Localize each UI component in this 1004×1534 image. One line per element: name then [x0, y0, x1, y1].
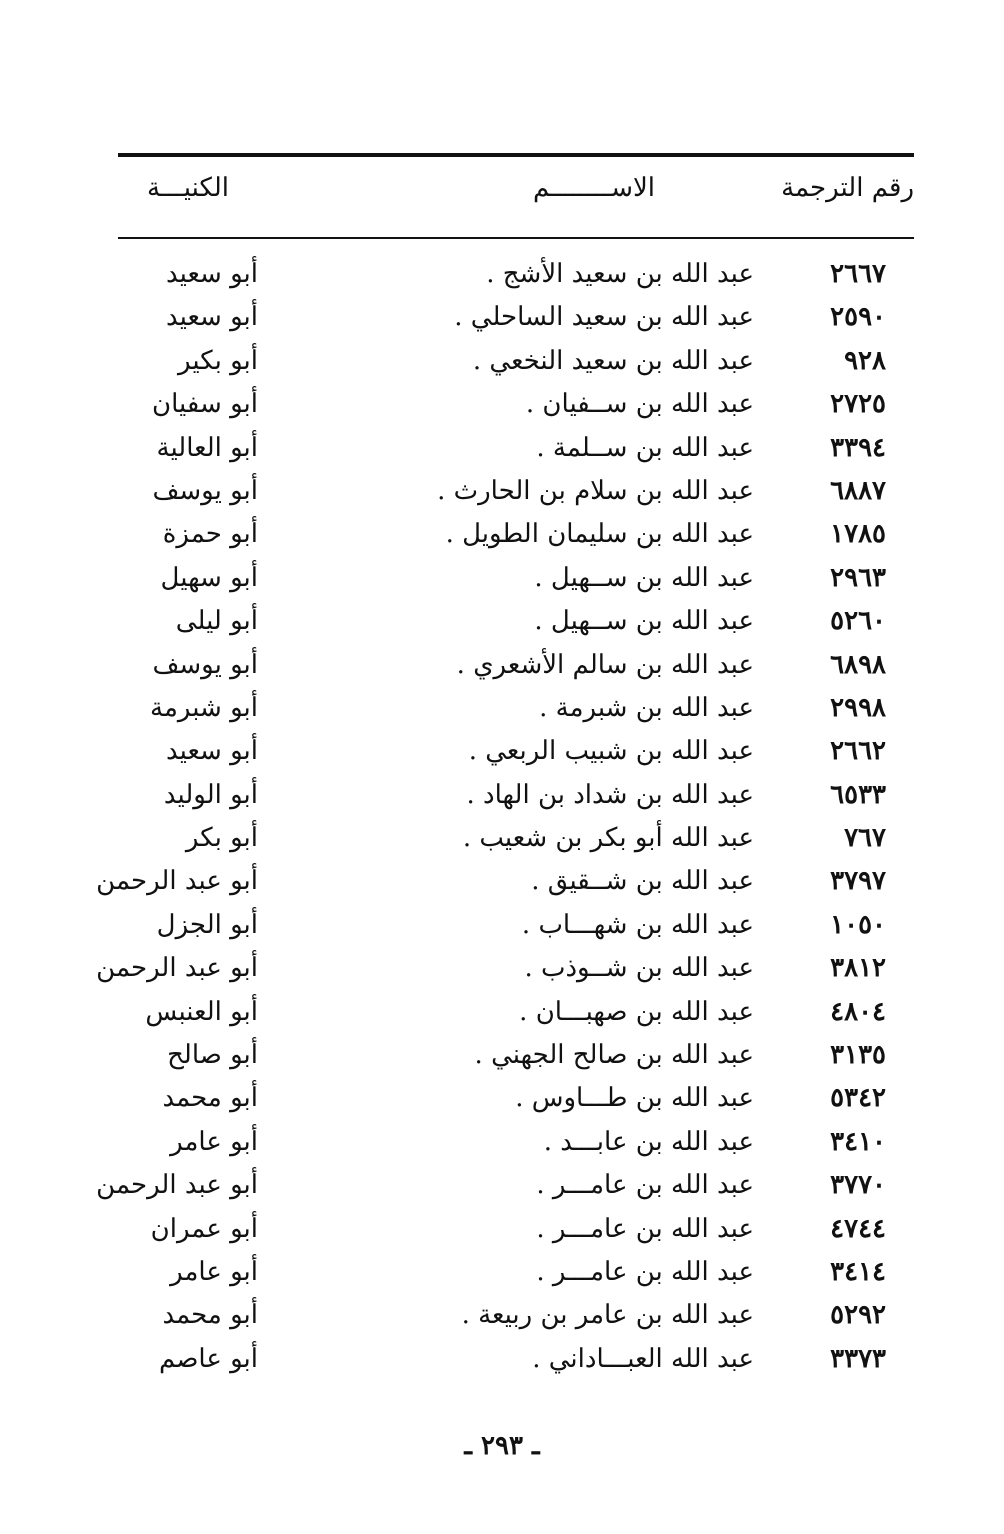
entry-kunya: أبو يوسف	[152, 475, 258, 506]
entry-name: عبد الله بن سعيد النخعي .	[472, 345, 754, 376]
table-row	[118, 774, 914, 817]
table-row	[118, 687, 914, 730]
entry-name: عبد الله بن سلام بن الحارث .	[437, 475, 754, 506]
entry-number: ٣٣٩٤	[830, 432, 886, 463]
entry-kunya: أبو يوسف	[152, 649, 258, 680]
entry-number: ٣٤١٠	[830, 1126, 886, 1157]
entry-kunya: أبو محمد	[162, 1083, 258, 1114]
entry-number: ٢٧٢٥	[830, 389, 886, 420]
entry-kunya: أبو العنبس	[145, 996, 258, 1027]
entry-number: ٦٨٨٧	[830, 475, 886, 506]
table-row	[118, 1077, 914, 1120]
entry-name: عبد الله بن طـــاوس .	[515, 1083, 754, 1114]
entry-number: ١٠٥٠	[830, 909, 886, 940]
header-entry-number: رقم الترجمة	[781, 173, 914, 203]
entry-kunya: أبو حمزة	[162, 519, 258, 550]
table-row	[118, 1294, 914, 1337]
entry-name: عبد الله بن شــوذب .	[524, 953, 754, 984]
entry-kunya: أبو سعيد	[166, 259, 258, 289]
entry-number: ٥٢٩٢	[830, 1300, 886, 1331]
entry-number: ٣٨١٢	[830, 953, 886, 984]
entry-number: ٥٢٦٠	[830, 606, 886, 637]
entry-number: ٣٧٩٧	[830, 866, 886, 897]
table-row	[118, 383, 914, 426]
entry-name: عبد الله بن صهبـــان .	[519, 996, 754, 1027]
entry-kunya: أبو عاصم	[159, 1343, 258, 1374]
table-row	[118, 1034, 914, 1077]
entry-name: عبد الله بن سليمان الطويل .	[445, 519, 754, 550]
entry-name: عبد الله بن شهـــاب .	[521, 909, 754, 940]
entry-number: ٩٢٨	[844, 345, 886, 376]
entry-name: عبد الله بن سعيد الأشج .	[486, 259, 754, 289]
table-row	[118, 296, 914, 339]
entry-number: ٣٧٧٠	[830, 1170, 886, 1201]
header-kunya: الكنيـــة	[147, 173, 229, 203]
entry-kunya: أبو عمران	[150, 1213, 258, 1244]
table-row	[118, 1121, 914, 1164]
entry-name: عبد الله بن عامر بن ربيعة .	[461, 1300, 754, 1331]
entry-name: عبد الله بن شــقيق .	[531, 866, 754, 897]
entry-kunya: أبو شبرمة	[150, 692, 258, 723]
entry-kunya: أبو الجزل	[156, 909, 258, 940]
entry-kunya: أبو عبد الرحمن	[96, 953, 258, 984]
entry-kunya: أبو محمد	[162, 1300, 258, 1331]
entry-kunya: أبو العالية	[156, 432, 258, 463]
entry-kunya: أبو ليلى	[175, 606, 258, 637]
entry-name: عبد الله بن عامـــر .	[536, 1170, 754, 1201]
entry-name: عبد الله بن شبيب الربعي .	[468, 736, 754, 767]
table-row	[96, 1164, 914, 1207]
table-row	[118, 600, 914, 643]
entry-number: ٥٣٤٢	[830, 1083, 886, 1114]
entry-name: عبد الله بن ســهيل .	[534, 606, 754, 637]
entry-name: عبد الله بن شبرمة .	[539, 692, 754, 723]
entry-name: عبد الله بن ســفيان .	[525, 389, 754, 420]
table-row	[118, 1338, 914, 1381]
entry-number: ٤٨٠٤	[830, 996, 886, 1027]
page-number: ـ ٢٩٣ ـ	[464, 1431, 540, 1461]
entry-kunya: أبو بكر	[185, 823, 258, 854]
entry-number: ٣١٣٥	[830, 1040, 886, 1071]
table-row	[96, 860, 914, 903]
table-row	[118, 730, 914, 773]
entry-number: ٣٣٧٣	[830, 1343, 886, 1374]
entry-kunya: أبو عامر	[170, 1126, 258, 1157]
table-row	[118, 817, 914, 860]
header-rule	[118, 237, 914, 239]
entry-name: عبد الله بن صالح الجهني .	[474, 1040, 754, 1071]
entry-kunya: أبو سفيان	[152, 389, 258, 420]
table-row	[118, 427, 914, 470]
entry-name: عبد الله بن عابـــد .	[543, 1126, 754, 1157]
table-row	[118, 253, 914, 296]
entry-kunya: أبو عامر	[170, 1256, 258, 1287]
entry-kunya: أبو بكير	[178, 345, 258, 376]
entry-number: ٢٩٦٣	[830, 562, 886, 593]
entry-name: عبد الله بن عامـــر .	[536, 1213, 754, 1244]
entry-name: عبد الله العبـــاداني .	[532, 1343, 754, 1374]
entry-kunya: أبو عبد الرحمن	[96, 866, 258, 897]
entry-name: عبد الله بن ســلمة .	[536, 432, 754, 463]
entry-name: عبد الله بن سالم الأشعري .	[456, 649, 754, 680]
entry-number: ٦٥٣٣	[830, 779, 886, 810]
entry-number: ٢٩٩٨	[830, 692, 886, 723]
entries-table	[96, 253, 914, 1381]
entry-name: عبد الله بن ســهيل .	[534, 562, 754, 593]
table-row	[118, 644, 914, 687]
table-row	[118, 991, 914, 1034]
table-row	[118, 557, 914, 600]
entry-kunya: أبو الوليد	[163, 779, 258, 810]
entry-number: ٢٦٦٧	[830, 259, 886, 289]
top-rule	[118, 153, 914, 157]
entry-name: عبد الله بن سعيد الساحلي .	[454, 302, 754, 333]
table-row	[118, 1251, 914, 1294]
table-row	[118, 513, 914, 556]
entry-number: ١٧٨٥	[830, 519, 886, 550]
entry-number: ٣٤١٤	[830, 1256, 886, 1287]
table-header	[118, 168, 914, 218]
entry-kunya: أبو صالح	[167, 1040, 258, 1071]
entry-name: عبد الله بن شداد بن الهاد .	[466, 779, 754, 810]
entry-number: ٢٦٦٢	[830, 736, 886, 767]
entry-number: ٧٦٧	[844, 823, 886, 854]
table-row	[118, 470, 914, 513]
header-name: الاســــــــم	[532, 173, 656, 203]
entry-kunya: أبو عبد الرحمن	[96, 1170, 258, 1201]
entry-number: ٢٥٩٠	[830, 302, 886, 333]
entry-kunya: أبو سعيد	[166, 302, 258, 333]
entry-name: عبد الله أبو بكر بن شعيب .	[462, 823, 754, 854]
entry-number: ٦٨٩٨	[830, 649, 886, 680]
table-row	[118, 904, 914, 947]
entry-name: عبد الله بن عامـــر .	[536, 1256, 754, 1287]
entry-number: ٤٧٤٤	[830, 1213, 886, 1244]
table-row	[118, 340, 914, 383]
table-row	[96, 947, 914, 990]
table-row	[118, 1208, 914, 1251]
entry-kunya: أبو سهيل	[160, 562, 258, 593]
entry-kunya: أبو سعيد	[166, 736, 258, 767]
